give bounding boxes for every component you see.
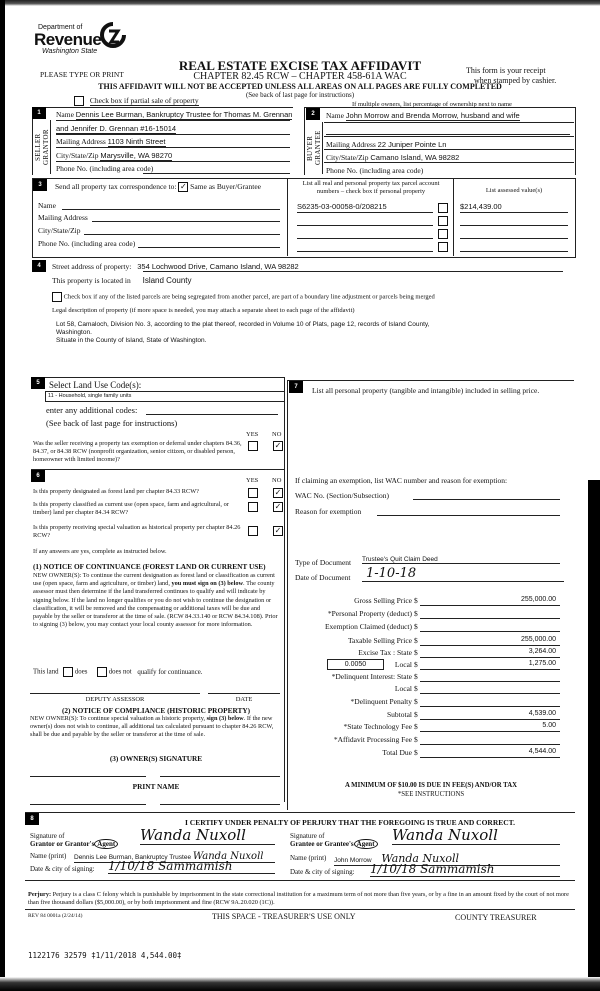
print-name-field[interactable] (160, 804, 280, 805)
historical-no-checkbox[interactable]: ✓ (274, 526, 282, 535)
current-use-yes-checkbox[interactable] (248, 502, 258, 512)
corr-phone-label: Phone No. (including area code) (38, 239, 136, 248)
perjury-bold: Perjury: (28, 891, 52, 898)
county-value[interactable]: Island County (142, 276, 192, 285)
seller-side-label (33, 120, 51, 174)
does-checkbox[interactable] (63, 667, 73, 677)
divider (287, 178, 288, 256)
land-use-select[interactable]: 11 - Household, single family units (45, 391, 285, 402)
buyer-label: BUYER (305, 135, 314, 161)
street-address-label: Street address of property: (52, 262, 132, 271)
wac-field[interactable] (413, 499, 560, 500)
buyer-name-row (326, 111, 520, 120)
personal-property-checkbox[interactable] (438, 229, 448, 239)
divider (31, 377, 284, 378)
grantor-signature[interactable]: Wanda Nuxoll (140, 826, 275, 845)
amount-label: *Delinquent Interest: State (331, 672, 412, 681)
compliance-text-a: NEW OWNER(S): To continue special valuation as historic property, (30, 715, 206, 722)
buyer-mailing-label: Mailing Address (326, 140, 376, 149)
legal-description[interactable] (56, 321, 429, 345)
owner-signature-field[interactable] (160, 776, 280, 777)
does-label: does (74, 668, 88, 676)
divider (25, 880, 575, 881)
seller-city-value[interactable]: Marysville, WA 98270 (100, 151, 173, 160)
grantor-sig-label-2-text: Grantor or Grantor's (30, 840, 95, 848)
compliance-title: (2) NOTICE OF COMPLIANCE (HISTORIC PROPERTY) (61, 706, 251, 715)
seller-city-row (56, 151, 172, 160)
buyer-name-label: Name (326, 111, 344, 120)
amount-label: Gross Selling Price (354, 596, 412, 605)
amount-label: Local (394, 660, 412, 669)
seller-label: SELLER (33, 133, 42, 161)
street-address-line (143, 271, 563, 272)
segregated-label: Check box if any of the listed parcels are being segregated from another parcel, are part of a boundary line adjustment or parcels being merged (63, 293, 435, 301)
receipt-note-line2: when stamped by cashier. (474, 76, 557, 85)
grantee-date-label: Date & city of signing: (290, 868, 355, 876)
historical-yes-checkbox[interactable] (248, 526, 258, 536)
owner-signature-title: (3) OWNER(S) SIGNATURE (109, 754, 203, 763)
see-instructions-note: *SEE INSTRUCTIONS (397, 791, 465, 798)
divider (25, 812, 575, 813)
dollar-sign: $ (414, 596, 418, 605)
form-title: REAL ESTATE EXCISE TAX AFFIDAVIT (178, 58, 422, 73)
parcel-header-line2: numbers – check box if personal property (316, 188, 426, 195)
doc-type-label: Type of Document (295, 558, 352, 567)
grantor-date-value[interactable]: 1/10/18 Sammamish (108, 859, 275, 874)
personal-property-checkbox[interactable] (438, 203, 448, 213)
wac-label: WAC No. (Section/Subsection) (295, 491, 389, 500)
parcel-header (289, 180, 453, 196)
partial-sale-checkbox[interactable] (74, 96, 84, 106)
section-5-badge: 5 (31, 377, 45, 389)
if-yes-note: If any answers are yes, complete as instructed below. (33, 548, 167, 555)
does-not-checkbox[interactable] (97, 667, 107, 677)
seller-city-label: City/State/Zip (56, 151, 99, 160)
amount-label: *State Technology Fee (343, 722, 412, 731)
land-use-label: Select Land Use Code(s): (49, 380, 142, 390)
dollar-sign: $ (414, 722, 418, 731)
amount-value[interactable] (420, 735, 560, 745)
buyer-phone-row (326, 166, 423, 175)
personal-property-checkbox[interactable] (438, 242, 448, 252)
buyer-mailing-value[interactable]: 22 Juniper Pointe Ln (377, 140, 447, 149)
dollar-sign: $ (414, 697, 418, 706)
dollar-sign: $ (414, 735, 418, 744)
amount-value[interactable]: 4,544.00 (420, 748, 560, 758)
this-land-label: This land (33, 668, 59, 676)
continuance-text-b: . The county assessor must then determine if the land transferred continues to qualify and will indicate by signing below. If the land no longer qualifies or you do not wish to continue the designation or classification, it will be removed and the compensating or additional taxes will be due and payable by the seller or transferor at the time of sale. (RCW 84.33.140 or RCW 84.34.108). Prior to signing (3) below, you may contact your local county assessor for more information. (33, 580, 278, 629)
form-warning: THIS AFFIDAVIT WILL NOT BE ACCEPTED UNLESS ALL AREAS ON ALL PAGES ARE FULLY COMPLETED (98, 82, 502, 91)
dollar-sign: $ (414, 684, 418, 693)
compliance-text-b: . If the new owner(s) does not wish to continue, all additional tax calculated pursuant to chapter 84.26 RCW, shall be due and payable by the seller or transferor at the time of sale. (30, 715, 274, 738)
amount-value[interactable]: 255,000.00 (420, 636, 560, 646)
this-land-row (33, 667, 202, 677)
multiple-owners-note: If multiple owners, list percentage of ownership next to name (352, 101, 512, 108)
dollar-sign: $ (414, 660, 418, 669)
personal-property-area[interactable] (300, 408, 560, 468)
land-use-see-back: (See back of last page for instructions) (46, 418, 178, 428)
same-as-buyer-checkbox[interactable]: ✓ (179, 182, 187, 192)
seller-name-row (56, 110, 291, 119)
rev-number: REV 84 0001a (2/24/14) (28, 913, 83, 919)
doc-date-label: Date of Document (295, 573, 351, 582)
buyer-phone-label: Phone No. (including area code) (326, 166, 424, 175)
scan-border-right (588, 480, 600, 991)
amount-value[interactable]: 4,539.00 (420, 710, 560, 720)
scan-border-left (0, 0, 5, 991)
local-rate-field[interactable]: 0.0050 (327, 659, 384, 670)
street-address-row (52, 262, 299, 271)
logo-dept-text: Department of (38, 24, 83, 31)
seller-line (56, 147, 290, 148)
dollar-sign: $ (414, 622, 418, 631)
assessor-date-label: DATE (235, 696, 253, 703)
forest-land-question: Is this property designated as forest land per chapter 84.33 RCW? (33, 488, 199, 495)
forest-no-checkbox[interactable]: ✓ (274, 488, 282, 497)
parcel-number[interactable] (297, 241, 433, 252)
legal-line: Lot 58, Camaloch, Division No. 3, according to the plat thereof, recorded in Volume 10 of Plats, page 12, records of Island County, (56, 321, 430, 328)
grantee-name-typed: John Morrow (334, 857, 372, 864)
grantor-name-typed: Dennis Lee Burman, Bankruptcy Trustee (74, 854, 192, 861)
amount-value[interactable]: 255,000.00 (420, 596, 560, 606)
buyer-line (324, 149, 574, 150)
amount-value[interactable]: 3,264.00 (420, 648, 560, 658)
personal-property-checkbox[interactable] (438, 216, 448, 226)
agent-circled: Agent (94, 839, 118, 849)
treasurer-space: THIS SPACE - TREASURER'S USE ONLY (212, 912, 356, 921)
seller-name-line1[interactable]: Dennis Lee Burman, Bankruptcy Trustee for Thomas M. Grennan (75, 110, 293, 119)
segregated-row (52, 292, 435, 302)
perjury-notice (28, 891, 576, 907)
partial-sale-row (74, 96, 199, 106)
personal-property-label: List all personal property (tangible and intangible) included in selling price. (312, 386, 540, 395)
divider (288, 380, 574, 381)
corr-city-field[interactable] (84, 234, 280, 235)
grantee-name-label: Name (print) (290, 854, 327, 862)
seller-phone-label: Phone No. (including area code) (56, 164, 154, 173)
yes-header: YES (246, 431, 259, 438)
scan-border-bottom (0, 977, 600, 991)
amount-value[interactable] (420, 672, 560, 682)
continuance-title: (1) NOTICE OF CONTINUANCE (FOREST LAND OR CURRENT USE) (33, 562, 266, 571)
parcel-header-line1: List all real and personal property tax parcel account (302, 180, 440, 187)
please-type-note: PLEASE TYPE OR PRINT (40, 70, 124, 79)
buyer-city-value[interactable]: Camano Island, WA 98282 (370, 153, 460, 162)
form-subtitle: CHAPTER 82.45 RCW – CHAPTER 458-61A WAC (193, 71, 407, 82)
seller-line (56, 161, 290, 162)
reason-field[interactable] (377, 515, 560, 516)
buyer-line (324, 122, 574, 123)
grantor-sig-label-1: Signature of (30, 832, 65, 840)
assessed-header: List assessed value(s) (485, 187, 543, 194)
print-name-field[interactable] (30, 804, 146, 805)
compliance-text (30, 715, 282, 739)
exemption-claim-label: If claiming an exemption, list WAC number and reason for exemption: (295, 476, 508, 485)
send-correspondence-row (55, 182, 261, 192)
same-as-buyer-label: Same as Buyer/Grantee (190, 182, 261, 191)
corr-name-field[interactable] (62, 209, 280, 210)
treasurer-stamp: 1122176 32579 ‡1/11/2018 4,544.00‡ (28, 951, 182, 960)
grantee-name-handwritten: Wanda Nuxoll (381, 852, 460, 865)
deputy-assessor-field[interactable] (30, 693, 200, 694)
column-divider (287, 380, 288, 810)
section-8-badge: 8 (25, 813, 39, 825)
buyer-name-line1[interactable]: John Morrow and Brenda Morrow, husband and wife (345, 111, 520, 120)
owner-signature-field[interactable] (30, 776, 146, 777)
grantee-sig-label-2-text: Grantee or Grantee's (290, 840, 354, 848)
county-treasurer-label: COUNTY TREASURER (455, 913, 537, 922)
buyer-city-label: City/State/Zip (326, 153, 369, 162)
receipt-note (466, 66, 576, 86)
dollar-sign: $ (414, 748, 418, 757)
seller-line (56, 120, 290, 121)
section-7-badge: 7 (289, 381, 303, 393)
corr-phone-field[interactable] (138, 247, 280, 248)
buyer-side-label (305, 122, 323, 174)
seller-line (56, 134, 290, 135)
no-header: NO (272, 431, 282, 438)
corr-city-label: City/State/Zip (38, 226, 81, 235)
dollar-sign: $ (414, 609, 418, 618)
amount-label: Local (394, 684, 412, 693)
dollar-sign: $ (414, 636, 418, 645)
assessor-date-field[interactable] (208, 693, 280, 694)
divider (25, 909, 575, 910)
seller-mailing-label: Mailing Address (56, 137, 106, 146)
section-1-badge: 1 (32, 107, 46, 119)
certify-statement: I CERTIFY UNDER PENALTY OF PERJURY THAT THE FOREGOING IS TRUE AND CORRECT. (184, 818, 515, 827)
agent-circled: Agent (354, 839, 378, 849)
section-2-badge: 2 (306, 108, 320, 120)
grantee-date-value[interactable]: 1/10/18 Sammamish (370, 862, 560, 877)
grantor-date-label: Date & city of signing: (30, 865, 95, 873)
amount-label: *Delinquent Penalty (350, 697, 412, 706)
parcel-number[interactable] (297, 228, 433, 239)
current-use-no-checkbox[interactable]: ✓ (274, 502, 282, 511)
amount-label: Taxable Selling Price (347, 636, 412, 645)
continuance-text-a: NEW OWNER(S): To continue the current designation as forest land or classification as current use (open space, farm and agriculture, or timber) land, (33, 572, 275, 588)
amount-label: Exemption Claimed (deduct) (324, 622, 412, 631)
amount-label: Total Due (382, 748, 412, 757)
section-6-badge: 6 (31, 470, 45, 482)
additional-codes-label: enter any additional codes: (46, 405, 138, 415)
corr-name-label: Name (38, 201, 56, 210)
assessed-value[interactable] (460, 228, 568, 239)
grantee-sig-label-2 (290, 840, 378, 848)
continuance-text (33, 572, 281, 629)
grantee-sig-label-1: Signature of (290, 832, 325, 840)
assessed-value[interactable] (460, 241, 568, 252)
grantor-signature-label (30, 832, 118, 848)
amount-value[interactable]: 1,275.00 (420, 660, 560, 670)
yes-header: YES (246, 477, 259, 484)
amount-label: Subtotal (386, 710, 412, 719)
logo-revenue-text: Revenue (34, 30, 102, 49)
send-correspondence-label: Send all property tax correspondence to: (55, 182, 177, 191)
corr-mailing-label: Mailing Address (38, 213, 88, 222)
divider (453, 178, 454, 256)
grantee-label: GRANTEE (313, 130, 322, 166)
doc-date-value[interactable]: 1-10-18 (362, 566, 564, 582)
seller-phone-field[interactable] (143, 173, 290, 174)
buyer-name-line2-field[interactable] (326, 134, 570, 135)
amount-value[interactable] (420, 609, 560, 619)
seller-name-row2 (56, 124, 291, 133)
perjury-text: Perjury is a class C felony which is punishable by imprisonment in the state correctional institution for a maximum term of not more than five years, or by a fine in an amount fixed by the court of not more than five thousand dollars ($5,000.00), or by both imprisonment and fine (RCW 9A.20.020 (1C)). (28, 891, 569, 906)
amount-value[interactable]: 5.00 (420, 722, 560, 732)
logo-state-text: Washington State (42, 48, 98, 55)
seller-name-label: Name (56, 110, 74, 119)
grantor-label: GRANTOR (41, 129, 50, 165)
does-not-label: does not (108, 668, 132, 676)
buyer-city-row (326, 153, 459, 162)
grantor-name-label: Name (print) (30, 852, 67, 860)
grantee-signature[interactable]: Wanda Nuxoll (392, 826, 560, 845)
legal-description-label: Legal description of property (if more space is needed, you may attach a separate sheet to each page of the affidavit) (52, 307, 355, 314)
amount-label: *Affidavit Processing Fee (333, 735, 412, 744)
seller-mailing-value[interactable]: 1103 Ninth Street (107, 137, 166, 146)
corr-mailing-field[interactable] (92, 221, 280, 222)
partial-sale-label: Check box if partial sale of property (89, 96, 199, 105)
exemption-no-checkbox[interactable]: ✓ (274, 441, 282, 450)
amount-label: Excise Tax : State (358, 648, 412, 657)
seller-mailing-row (56, 137, 166, 146)
dollar-sign: $ (414, 648, 418, 657)
seller-phone-row (56, 164, 153, 173)
forest-yes-checkbox[interactable] (248, 488, 258, 498)
continuance-text-bold: you must sign on (3) below (171, 580, 244, 588)
assessed-value[interactable] (460, 215, 568, 226)
historical-question: Is this property receiving special valuation as historical property per chapter 84.26 RCW? (33, 524, 241, 539)
dor-logo-icon (100, 22, 126, 48)
scan-border-top (0, 0, 600, 6)
buyer-line (324, 136, 574, 137)
seller-name-line2[interactable]: and Jennifer D. Grennan #16-15014 (56, 124, 177, 133)
print-name-label: PRINT NAME (132, 782, 180, 791)
legal-line: Situate in the County of Island, State of Washington. (56, 337, 207, 344)
section-4-badge: 4 (32, 260, 46, 272)
dollar-sign: $ (414, 710, 418, 719)
amount-label: *Personal Property (deduct) (327, 609, 412, 618)
buyer-mailing-row (326, 140, 446, 149)
segregated-checkbox[interactable] (52, 292, 62, 302)
no-header: NO (272, 477, 282, 484)
receipt-note-line1: This form is your receipt (466, 66, 546, 75)
reason-label: Reason for exemption (295, 507, 362, 516)
legal-line: Washington. (56, 329, 92, 336)
doc-type-value[interactable]: Trustee's Quit Claim Deed (362, 556, 560, 564)
minimum-note: A MINIMUM OF $10.00 IS DUE IN FEE(S) AND/OR TAX (344, 782, 518, 789)
divider (31, 469, 284, 470)
column-divider (284, 377, 285, 802)
qualify-label: qualify for continuance. (137, 668, 203, 676)
amount-value[interactable] (420, 697, 560, 707)
buyer-line (324, 162, 574, 163)
current-use-question: Is this property classified as current use (open space, farm and agricultural, or timber) land per chapter 84.34 RCW? (33, 501, 229, 516)
parcel-number[interactable]: S6235-03-00058-0/208215 (297, 202, 433, 213)
exemption-question: Was the seller receiving a property tax exemption or deferral under chapters 84.36, 84.37, or 84.38 RCW (nonprofit organization, senior citizen, or disabled person, homeowner with limited income)? (33, 440, 242, 463)
deputy-assessor-label: DEPUTY ASSESSOR (85, 696, 145, 703)
exemption-yes-checkbox[interactable] (248, 441, 258, 451)
grantor-sig-label-2 (30, 840, 118, 848)
compliance-text-bold: sign (3) below (206, 715, 244, 722)
section-3-badge: 3 (33, 179, 47, 191)
see-back-note: (See back of last page for instructions) (245, 91, 355, 99)
located-label: This property is located in (52, 276, 131, 285)
located-row (52, 276, 192, 285)
amount-value[interactable] (420, 684, 560, 694)
additional-codes-field[interactable] (146, 414, 278, 415)
grantor-name-handwritten: Wanda Nuxoll (192, 851, 264, 862)
parcel-number[interactable] (297, 215, 433, 226)
assessed-value[interactable]: $214,439.00 (460, 202, 568, 213)
grantee-signature-label (290, 832, 378, 848)
dollar-sign: $ (414, 672, 418, 681)
amount-value[interactable] (420, 622, 560, 632)
street-address-value[interactable]: 354 Lochwood Drive, Camano Island, WA 98282 (137, 262, 299, 271)
